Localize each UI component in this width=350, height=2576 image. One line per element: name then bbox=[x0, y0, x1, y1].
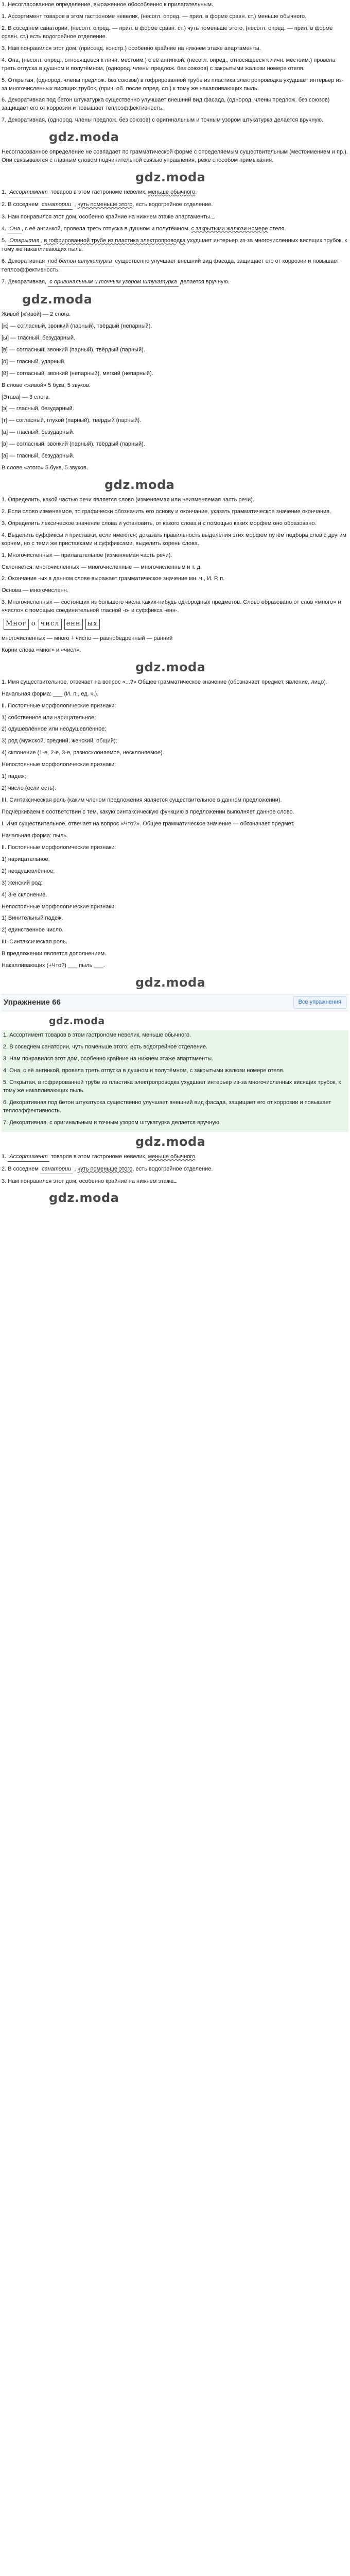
analysis-line: 4) 3-е склонение. bbox=[2, 891, 47, 898]
morphemic-line: 3. Определить лексическое значение слова и установить, от какого слова и с помощью каких морфем оно образовано. bbox=[2, 520, 317, 527]
sentence-line bbox=[2, 237, 348, 254]
sentence-line bbox=[2, 225, 348, 234]
analysis-line: 3) род (мужской, средний, женский, общий); bbox=[2, 738, 117, 744]
phonetic-line: В слове «живой» 5 букв, 5 звуков. bbox=[2, 382, 91, 388]
sentence-text: отеля. bbox=[268, 225, 286, 232]
sentence-line: 6. Декоративная под бетон штукатурка существенно улучшает внешний вид фасада, защищает его от коррозии и повышает теплоэффективность. bbox=[3, 1099, 331, 1114]
sentence-text: 7. Декоративная, bbox=[2, 279, 48, 285]
analysis-line: II. Постоянные морфологические признаки: bbox=[2, 844, 116, 851]
sentence-text: 2. В соседнем bbox=[2, 201, 40, 208]
analysis-line: 3) женский род; bbox=[2, 879, 43, 886]
sentence-line: 3. Нам понравился этот дом, (присоед. констр.) особенно крайние на нижнем этаже апартаменты. bbox=[2, 45, 261, 52]
sentence-text: ухудшает интерьер из-за многочисленных висящих трубок, к тому же накапливающих пыль. bbox=[2, 238, 347, 253]
all-exercises-button[interactable]: Все упражнения bbox=[293, 996, 346, 1009]
watermark: gdz.moda bbox=[22, 292, 93, 307]
phonetic-line: [Этава] — 3 слога. bbox=[2, 394, 50, 400]
analysis-line: 2) неодушевлённое; bbox=[2, 868, 55, 874]
morphemic-line: 2. Если слово изменяемое, то графически обозначить его основу и окончание, указать грамматическое значение окончания. bbox=[2, 508, 331, 515]
analysis-line: Начальная форма: пыль. bbox=[2, 832, 68, 839]
underlined-word: Ассортимент bbox=[8, 1153, 49, 1162]
underlined-word: Открытая bbox=[8, 237, 41, 246]
root-box: числ bbox=[39, 619, 62, 630]
definition-phrase: чуть поменьше этого bbox=[77, 201, 133, 208]
phonetic-line: [ж] — согласный, звонкий (парный), твёрдый (непарный). bbox=[2, 323, 152, 329]
sentence-text: 6. Декоративная bbox=[2, 258, 47, 265]
analysis-line: В предложении является дополнением. bbox=[2, 951, 107, 957]
analysis-line: Накапливающих (+Что?) ___ пыль ___. bbox=[2, 962, 105, 969]
phonetic-line: Живой [ж'иво́й] — 2 слога. bbox=[2, 311, 71, 317]
definition-phrase: в гофрированной трубе из пластика электропроводка bbox=[44, 238, 186, 244]
sentence-line: 1. Несогласованное определение, выраженное обособленно к прилагательным. bbox=[2, 2, 214, 8]
analysis-line: 4) склонение (1-е, 2-е, 3-е, разносклоняемое, несклоняемое). bbox=[2, 750, 164, 756]
sentence-line: 1. Ассортимент товаров в этом гастрономе невелик, меньше обычного. bbox=[3, 1032, 191, 1039]
sentence-text: 5. bbox=[2, 238, 8, 244]
underlined-word: санатории bbox=[40, 1165, 73, 1174]
suffix-box: енн bbox=[64, 619, 83, 630]
sentence-line: 2. В соседнем санатории, чуть поменьше этого, есть водогрейное отделение. bbox=[3, 1044, 208, 1050]
definition-phrase: меньше обычного bbox=[148, 1153, 196, 1160]
morphemic-line: 1. Многочисленных — прилагательное (изменяемая часть речи). bbox=[2, 552, 172, 558]
analysis-line: Непостоянные морфологические признаки: bbox=[2, 903, 116, 910]
morphemic-line: Основа — многочисленн. bbox=[2, 587, 68, 594]
sentence-text: , bbox=[73, 201, 78, 208]
analysis-line: 2) число (если есть). bbox=[2, 785, 56, 792]
sentence-text: 1. bbox=[2, 189, 8, 195]
analysis-line: 1) нарицательное; bbox=[2, 856, 50, 862]
morpheme-scheme bbox=[4, 619, 348, 630]
watermark: gdz.moda bbox=[135, 170, 206, 184]
phonetic-line: В слове «этого» 5 букв, 5 звуков. bbox=[2, 465, 88, 471]
morphemic-line: 3. Многочисленных — состоящих из большого числа каких-нибудь однородных предметов. Слово образовано от слов «много» и «число» с помощью соединительной гласной -о- и суффикса -енн-. bbox=[2, 599, 341, 614]
exercise-title: Упражнение 66 bbox=[4, 998, 61, 1007]
sentence-text: , есть водогрейное отделение. bbox=[132, 1165, 213, 1172]
analysis-line: III. Синтаксическая роль (каким членом предложения является существительное в данном предложении). bbox=[2, 797, 282, 804]
sentence-text: 3. Нам понравился этот дом, особенно крайние на нижнем этаже bbox=[2, 1178, 174, 1184]
analysis-line: 1. Имя существительное, отвечает на вопрос «...?» Общее грамматическое значение (обозначает предмет, явление, лицо). bbox=[2, 679, 327, 685]
sentence-line: 1. Ассортимент товаров в этом гастрономе невелик, (несогл. опред. — прил. в форме сравн. ст.) меньше обычного. bbox=[2, 13, 307, 20]
sentence-text: существенно улучшает внешний вид фасада, защищает его от коррозии и повышает теплоэффективность. bbox=[2, 258, 340, 274]
underlined-word bbox=[173, 1182, 177, 1183]
definition-phrase: меньше обычного bbox=[148, 189, 196, 195]
sentence-text: , bbox=[73, 1165, 78, 1172]
sentence-text: делается вручную. bbox=[178, 279, 230, 285]
sentence-line: 7. Декоративная, (однород. члены предлож. без союзов) с оригинальным и точным узором штукатурка делается вручную. bbox=[2, 117, 324, 124]
sentence-line: 2. В соседнем санатории, (несогл. опред. — прил. в форме сравн. ст.) чуть поменьше этого, (несогл. опред. — прил. в форме сравн. ст.) есть водогрейное отделение. bbox=[2, 25, 333, 40]
ending-box: ых bbox=[85, 619, 100, 630]
watermark: gdz.moda bbox=[49, 130, 119, 145]
watermark: gdz.moda bbox=[135, 1134, 206, 1149]
sentence-text: товаров в этом гастрономе невелик, bbox=[49, 1153, 148, 1160]
connector: о bbox=[31, 620, 36, 628]
sentence-text: товаров в этом гастрономе невелик, bbox=[49, 189, 148, 195]
phonetic-line: [й] — согласный, звонкий (непарный), мягкий (непарный). bbox=[2, 370, 153, 377]
phonetic-line: [т] — согласный, глухой (парный), твёрдый (парный). bbox=[2, 417, 142, 424]
morphemic-analysis bbox=[2, 496, 348, 615]
phonetic-line: [ы] — гласный, безударный. bbox=[2, 334, 76, 341]
phonetic-line: [а] — гласный, безударный. bbox=[2, 453, 75, 460]
section-two bbox=[2, 189, 348, 287]
sentence-text: . bbox=[195, 1153, 197, 1160]
phonetic-line: [о́] — гласный, ударный. bbox=[2, 358, 66, 365]
analysis-line: Непостоянные морфологические признаки: bbox=[2, 761, 116, 768]
analysis-line: III. Синтаксическая роль. bbox=[2, 939, 67, 945]
watermark: gdz.moda bbox=[49, 1191, 119, 1206]
analysis-line: Начальная форма: ___ (И. п., ед. ч.). bbox=[2, 690, 99, 697]
sentence-text: 2. В соседнем bbox=[2, 1165, 40, 1172]
phonetic-analysis bbox=[2, 311, 348, 472]
analysis-line: 1) падеж; bbox=[2, 773, 26, 780]
sentence-text: . bbox=[195, 189, 197, 195]
sentence-text: 4. bbox=[2, 225, 8, 232]
sentence-line bbox=[2, 1165, 348, 1174]
phonetic-line: [в] — согласный, звонкий (парный), твёрдый (парный). bbox=[2, 441, 145, 448]
analysis-line: I. Имя существительное, отвечает на вопрос «Что?». Общее грамматическое значение — обозначает предмет. bbox=[2, 820, 295, 827]
watermark: gdz.moda bbox=[135, 659, 206, 674]
analysis-line: 2) единственное число. bbox=[2, 927, 64, 934]
sentence-line: 4. Она, (несогл. опред., относящееся к личн. местоим.) с её ангинкой, (несогл. опред., относящееся к личн. местоим.) провела треть отпуска в душном и полутёмном, (однород. члены предлож. без союзов) с закрытыми жалюзи номере отеля. bbox=[2, 57, 336, 72]
word-formation: Корни слова «мног» и «числ». bbox=[2, 647, 81, 653]
analysis-line: Подчёркиваем в соответствии с тем, какую синтаксическую функцию в предложении выполняет данное слово. bbox=[2, 809, 294, 816]
watermark: gdz.moda bbox=[135, 975, 206, 990]
underlined-word: санатории bbox=[40, 201, 73, 210]
watermark: gdz.moda bbox=[49, 1015, 105, 1027]
word-chain: многочисленных — много + число — равнобедренный — ранний bbox=[2, 635, 173, 642]
noun-analysis bbox=[2, 679, 348, 970]
underlined-word: Она bbox=[8, 225, 22, 234]
morphemic-line: Склоняется: многочисленных — многочисленные — многочисленным и т. д. bbox=[2, 564, 202, 570]
morphemic-line: 4. Выделить суффиксы и приставки, если имеются; доказать правильность выделения этих морфем путём подбора слов с другим корнем, но с теми же приставками и суффиксами, выделить корень слова. bbox=[2, 532, 346, 547]
phonetic-line: [э] — гласный, безударный. bbox=[2, 405, 74, 412]
analysis-line: 1) Винительный падеж. bbox=[2, 915, 63, 922]
definition-phrase: чуть поменьше этого bbox=[77, 1165, 133, 1172]
watermark: gdz.moda bbox=[104, 478, 175, 493]
sentence-line bbox=[2, 189, 348, 197]
sentence-line bbox=[2, 258, 348, 275]
phonetic-line: [в] — согласный, звонкий (парный), твёрдый (парный). bbox=[2, 346, 145, 353]
section-three bbox=[2, 1030, 348, 1131]
morphemic-line: 1. Определить, какой частью речи является слово (изменяемая или неизменяемая часть речи). bbox=[2, 496, 254, 503]
sentence-text: , bbox=[41, 238, 44, 244]
analysis-line: 1) собственное или нарицательное; bbox=[2, 714, 96, 721]
sentence-line bbox=[2, 213, 348, 222]
morphemic-line: 2. Окончание -ых в данном слове выражает грамматическое значение мн. ч., И. Р. п. bbox=[2, 575, 225, 582]
section-one bbox=[2, 1, 348, 125]
underlined-word: с оригинальным и точным узором штукатурка bbox=[48, 278, 179, 287]
sentence-line bbox=[2, 201, 348, 210]
underlined-word: Ассортимент bbox=[8, 189, 49, 197]
sentence-line: 3. Нам понравился этот дом, особенно крайние на нижнем этаже апартаменты. bbox=[3, 1056, 214, 1062]
sentence-line: 7. Декоративная, с оригинальным и точным узором штукатурка делается вручную. bbox=[3, 1119, 221, 1126]
sentence-line bbox=[2, 1178, 348, 1186]
sentence-line: 5. Открытая, в гофрированной трубе из пластика электропроводка ухудшает интерьер из-за многочисленных висящих трубок, к тому же накапливающих пыль. bbox=[3, 1079, 341, 1094]
sentence-line: 4. Она, с её ангинкой, провела треть отпуска в душном и полутёмном, с закрытыми жалюзи номере отеля. bbox=[3, 1067, 285, 1074]
section-four bbox=[2, 1153, 348, 1186]
phonetic-line: [а] — гласный, безударный. bbox=[2, 429, 75, 436]
sentence-line: 5. Открытая, (однород. члены предлож. без союзов) в гофрированной трубе из пластика электропроводка ухудшает интерьер из-за многочисленных висящих трубок, (прич. об. после опред. сл.) к тому же накапливающих пыль. bbox=[2, 77, 344, 92]
underlined-word: под бетон штукатурка bbox=[46, 258, 113, 266]
sentence-text: 3. Нам понравился этот дом, особенно крайние на нижнем этаже апартаменты. bbox=[2, 213, 212, 220]
sentence-line bbox=[2, 278, 348, 287]
analysis-line: II. Постоянные морфологические признаки: bbox=[2, 702, 116, 709]
sentence-text: , есть водогрейное отделение. bbox=[132, 201, 213, 208]
sentence-line: 6. Декоративная под бетон штукатурка существенно улучшает внешний вид фасада, (однород. члены предлож. без союзов) защищает его от коррозии и повышает теплоэффективность. bbox=[2, 97, 330, 112]
intro-paragraph: Несогласованное определение не совпадает по грамматической форме с определяемым существительным (местоимением и пр.). Они связываются с главным словом подчинительной связью управления, реже способом примыкания. bbox=[2, 149, 348, 163]
sentence-text: , с её ангинкой, провела треть отпуска в душном и полутёмном, bbox=[21, 225, 191, 232]
exercise-header bbox=[2, 994, 348, 1011]
document-page bbox=[0, 0, 350, 1212]
sentence-text: 1. bbox=[2, 1153, 8, 1160]
sentence-line bbox=[2, 1153, 348, 1162]
definition-phrase: с закрытыми жалюзи номере bbox=[191, 225, 268, 232]
analysis-line: 2) одушевлённое или неодушевлённое; bbox=[2, 726, 107, 733]
root-box: Мног bbox=[4, 619, 29, 630]
